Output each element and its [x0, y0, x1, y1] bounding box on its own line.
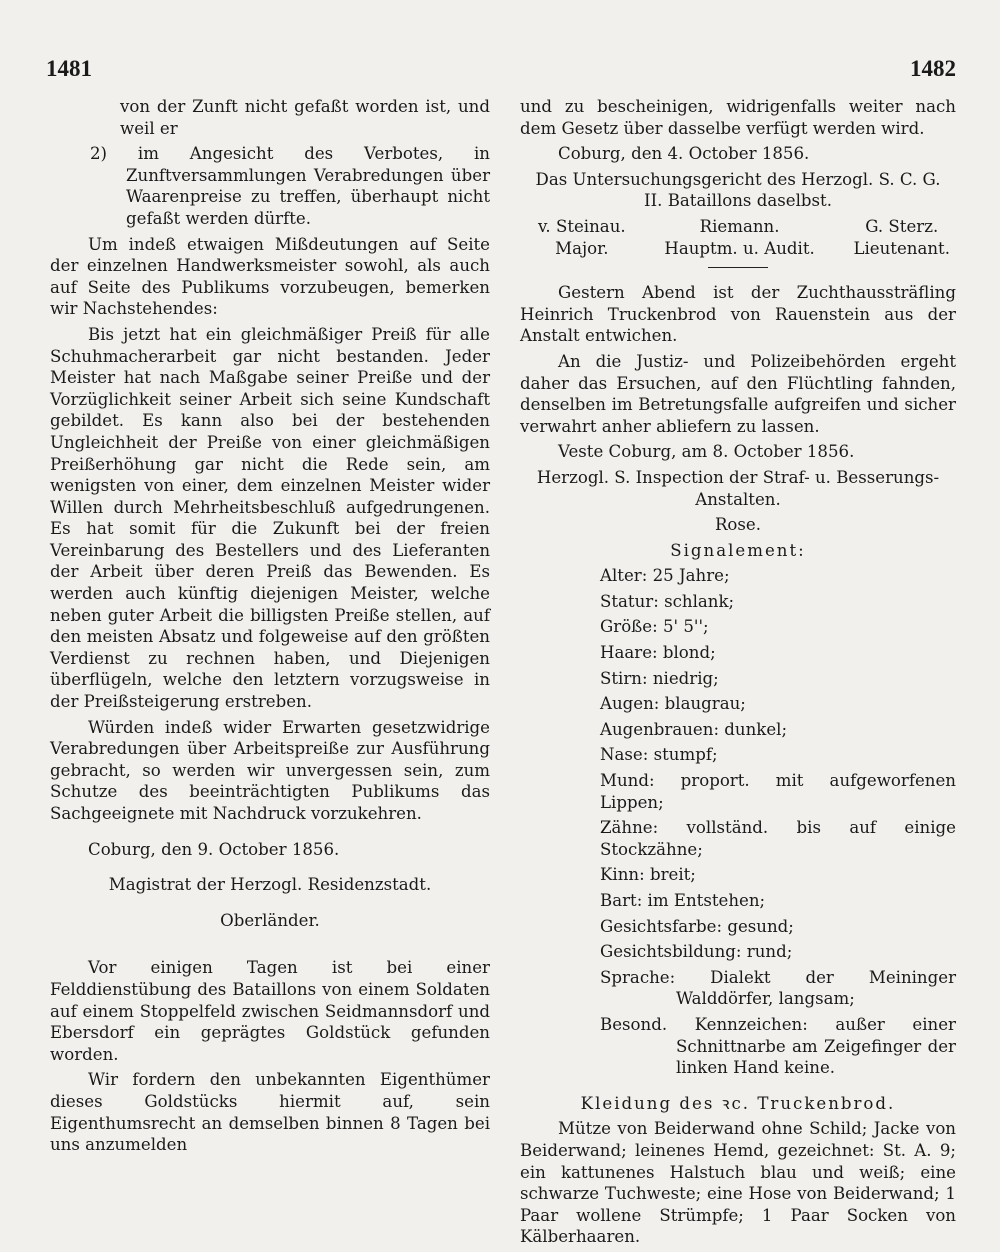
paragraph: Würden indeß wider Erwarten gesetzwidrige Verabredungen über Arbeitspreiße zur Ausführung gebracht, so werden wir unvergessen sein, zum Schutze des beeinträchtigten Publikums das Sachgeeignete mit Nachdruck vorzukehren. [50, 717, 490, 823]
signalement-item: Stirn: niedrig; [600, 668, 719, 688]
section-divider [708, 267, 768, 268]
clothing-title: Kleidung des ꝛc. Truckenbrod. [580, 1093, 896, 1113]
signalement-item: Statur: schlank; [600, 591, 735, 611]
signer-rank: Hauptm. u. Audit. [664, 238, 815, 258]
signalement-item: Augenbrauen: dunkel; [600, 719, 788, 739]
page-number-left: 1481 [46, 56, 92, 81]
signer-name: Riemann. [699, 216, 780, 236]
court-line-2: II. Bataillons daselbst. [644, 191, 832, 211]
signer-2 [664, 216, 814, 259]
dateline: Veste Coburg, am 8. October 1856. [558, 442, 855, 462]
signer-3 [853, 216, 950, 259]
paragraph: Vor einigen Tagen ist bei einer Felddienstübung des Bataillons von einem Soldaten auf einem Stoppelfeld zwischen Seidmannsdorf und Ebersdorf ein geprägtes Goldstück gefunden worden. [50, 958, 490, 1064]
page-number-right: 1482 [910, 56, 956, 81]
signer-table [520, 216, 956, 259]
paragraph-continuation: von der Zunft nicht gefaßt worden ist, und weil er [120, 97, 490, 138]
signer-1 [538, 216, 626, 259]
signalement-item: Bart: im Entstehen; [600, 891, 766, 910]
signer-rank: Lieutenant. [853, 238, 950, 258]
signalement-item: Mund: proport. mit aufgeworfenen Lippen; [600, 771, 956, 812]
paragraph: Wir fordern den unbekannten Eigenthümer dieses Goldstücks hiermit auf, sein Eigenthumsrecht an demselben binnen 8 Tagen bei uns anzumelden [50, 1070, 490, 1155]
signalement-item: Gesichtsfarbe: gesund; [600, 916, 794, 936]
signer-rank: Major. [555, 238, 609, 258]
issuing-authority: Magistrat der Herzogl. Residenzstadt. [108, 875, 432, 895]
signalement-item: Alter: 25 Jahre; [600, 566, 730, 586]
inspection-authority: Herzogl. S. Inspection der Straf- u. Besserungs-Anstalten. [536, 467, 940, 509]
paragraph: An die Justiz- und Polizeibehörden ergeht daher das Ersuchen, auf den Flüchtling fahnden, denselben im Betretungsfalle aufgreifen und sicher verwahrt anher abliefern zu lassen. [520, 351, 956, 436]
right-column [520, 96, 956, 1252]
paragraph-continuation: und zu bescheinigen, widrigenfalls weiter nach dem Gesetz über dasselbe verfügt werden wird. [520, 97, 956, 138]
signalement-item: Sprache: Dialekt der Meininger Walddörfer, langsam; [600, 967, 956, 1009]
dateline: Coburg, den 4. October 1856. [558, 144, 810, 164]
signalement-item: Kinn: breit; [600, 865, 696, 885]
signalement-item: Augen: blaugrau; [600, 694, 746, 714]
paragraph: Bis jetzt hat ein gleichmäßiger Preiß für alle Schuhmacherarbeit gar nicht bestanden. Jeder Meister hat nach Maßgabe seiner Preiße und der Vorzüglichkeit seiner Arbeit sich seine Kundschaft gebildet. Es kann also bei der bestehenden Ungleichheit der Preiße von einer gleichmäßigen Preißerhöhung gar nicht die Rede sein, am wenigsten von einer, dem einzelnen Meister wider Willen durch Mehrheitsbeschluß aufgedrungenen. Es hat somit für die Zukunft bei der freien Vereinbarung des Bestellers und des Lieferanten der Arbeit über deren Preiß das Bewenden. Es werden auch künftig diejenigen Meister, welche neben guter Arbeit die billigsten Preiße stellen, auf den meisten Absatz und folgeweise auf den größten Verdienst zu rechnen haben, und Diejenigen überflügeln, welche den letztern vorzugsweise in der Preißsteigerung erstreben. [50, 324, 490, 712]
paragraph: Um indeß etwaigen Mißdeutungen auf Seite der einzelnen Handwerksmeister sowohl, als auch auf Seite des Publikums vorzubeugen, bemerken wir Nachstehendes: [50, 234, 490, 319]
paragraph: Gestern Abend ist der Zuchthaussträfling Heinrich Truckenbrod von Rauenstein aus der Anstalt entwichen. [520, 283, 956, 346]
dateline: Coburg, den 9. October 1856. [88, 839, 340, 859]
signalement-item: Gesichtsbildung: rund; [600, 942, 793, 962]
signalement-item: Besond. Kennzeichen: außer einer Schnittnarbe am Zeigefinger der linken Hand keine. [600, 1014, 956, 1078]
signalement-item: Nase: stumpf; [600, 745, 718, 765]
signer-name: v. Steinau. [538, 216, 626, 236]
signalement-title: Signalement: [670, 540, 806, 560]
signalement-item: Haare: blond; [600, 643, 716, 663]
clothing-description: Mütze von Beiderwand ohne Schild; Jacke von Beiderwand; leinenes Hemd, gezeichnet: St. A. 9; ein kattunenes Halstuch blau und weiß; eine schwarze Tuchweste; eine Hose von Beiderwand; 1 Paar wollene Strümpfe; 1 Paar Socken von Kälberhaaren. [520, 1119, 956, 1247]
signer-name: G. Sterz. [865, 216, 939, 236]
signalement-item: Zähne: vollständ. bis auf einige Stockzähne; [600, 818, 956, 859]
signature-name: Oberländer. [220, 910, 320, 930]
court-line-1: Das Untersuchungsgericht des Herzogl. S. C. G. [535, 169, 941, 189]
signalement-item: Größe: 5' 5''; [600, 617, 709, 637]
left-column [50, 96, 490, 1160]
list-item-2: 2) im Angesicht des Verbotes, in Zunftversammlungen Verabredungen über Waarenpreise zu treffen, überhaupt nicht gefaßt werden dürfte. [90, 144, 490, 228]
signature-name: Rose. [714, 515, 762, 535]
